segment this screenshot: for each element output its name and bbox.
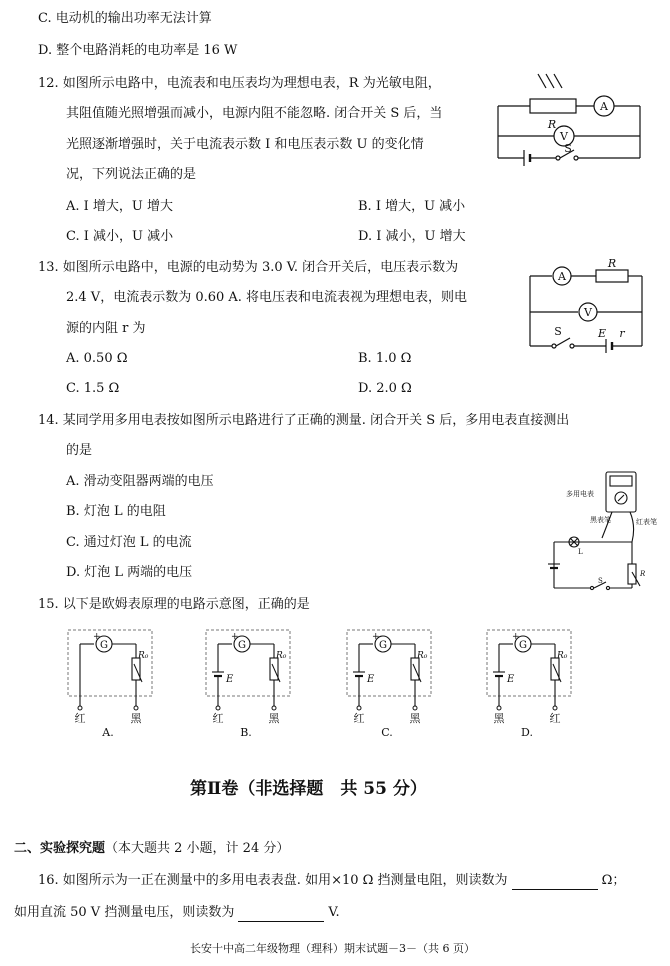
q13-option-d: D. 2.0 Ω (358, 381, 412, 396)
q12-switch-label: S (564, 142, 572, 155)
q15-galvanometer-label: G (238, 640, 246, 651)
q14-switch-label: S (598, 577, 603, 585)
q15-galvanometer-label: G (379, 640, 387, 651)
q13-internal-resistance-label: r (619, 327, 625, 340)
q15-rheostat-label: R₀ (138, 651, 149, 661)
q16-unit-1: Ω； (601, 873, 626, 888)
q15-right-terminal-label: 黑 (268, 712, 280, 725)
q14-lamp-label: L (578, 548, 583, 556)
q13-stem-line-2: 2.4 V，电流表示数为 0.60 A. 将电压表和电流表视为理想电表，则电 (66, 290, 468, 305)
q14-stem-line-2: 的是 (66, 443, 93, 458)
q15-left-terminal-label: 红 (74, 712, 86, 725)
q15-left-terminal-label: 红 (353, 712, 365, 725)
section-2-title: 第Ⅱ卷（非选择题 共 55 分） (190, 779, 427, 799)
q14-stem-line-1: 14. 某同学用多用电表按如图所示电路进行了正确的测量. 闭合开关 S 后，多用电表直接测出 (38, 413, 570, 428)
q13-option-a: A. 0.50 Ω (66, 351, 128, 366)
q15-rheostat-label: R₀ (417, 651, 428, 661)
q15-stem: 15. 以下是欧姆表原理的电路示意图，正确的是 (38, 597, 310, 612)
q11-option-d: D. 整个电路消耗的电功率是 16 W (38, 43, 238, 58)
q15-plus-sign: + (93, 632, 101, 642)
q14-multimeter-label: 多用电表 (566, 490, 594, 498)
q13-stem-line-3: 源的内阻 r 为 (66, 321, 146, 336)
q12-voltmeter-label: V (560, 130, 568, 143)
q15-plus-sign: + (231, 632, 239, 642)
q14-option-d: D. 灯泡 L 两端的电压 (66, 565, 193, 580)
q14-black-probe-label: 黑表笔 (590, 516, 611, 524)
q15-rheostat-label: R₀ (276, 651, 287, 661)
q15-plus-sign: + (372, 632, 380, 642)
q13-resistor-label: R (607, 258, 617, 270)
q14-multimeter-circuit (540, 468, 660, 596)
q12-option-b: B. I 增大，U 减小 (358, 199, 466, 214)
part-2-heading-row (14, 840, 289, 858)
q16-text-1: 16. 如图所示为一正在测量中的多用电表表盘. 如用×10 Ω 挡测量电阻，则读数为 (38, 873, 508, 888)
page-footer: 长安十中高二年级物理（理科）期末试题－3－（共 6 页） (190, 942, 475, 955)
q15-option-label: A. (102, 726, 114, 739)
q12-option-c: C. I 减小，U 减小 (66, 229, 174, 244)
q13-stem-line-1: 13. 如图所示电路中，电源的电动势为 3.0 V. 闭合开关后，电压表示数为 (38, 260, 459, 275)
q14-rheostat-label: R (640, 570, 646, 578)
q15-option-d (485, 628, 575, 744)
q15-left-terminal-label: 黑 (493, 712, 505, 725)
q15-option-label: C. (381, 726, 393, 739)
q14-option-a: A. 滑动变阻器两端的电压 (66, 474, 214, 489)
q12-stem-line-1: 12. 如图所示电路中，电流表和电压表均为理想电表，R 为光敏电阻， (38, 76, 441, 91)
q12-option-a: A. I 增大，U 增大 (66, 199, 174, 214)
q16-line-2 (14, 904, 340, 922)
q16-line-1 (38, 872, 625, 890)
q12-ammeter-label: A (600, 100, 608, 113)
q16-answer-blank-ohm[interactable] (512, 875, 598, 890)
q15-option-label: B. (240, 726, 252, 739)
q12-stem-line-4: 况，下列说法正确的是 (66, 167, 197, 182)
q16-text-2: 如用直流 50 V 挡测量电压，则读数为 (14, 905, 235, 920)
q13-emf-label: E (597, 327, 607, 340)
q15-right-terminal-label: 黑 (130, 712, 142, 725)
q13-option-c: C. 1.5 Ω (66, 381, 120, 396)
q12-resistor-label: R (547, 118, 557, 131)
q12-stem-line-3: 光照逐渐增强时，关于电流表示数 I 和电压表示数 U 的变化情 (66, 137, 424, 152)
q16-answer-blank-volt[interactable] (238, 907, 324, 922)
q15-option-label: D. (521, 726, 533, 739)
q15-right-terminal-label: 红 (549, 712, 561, 725)
q13-voltmeter-label: V (584, 306, 592, 319)
q15-galvanometer-label: G (519, 640, 527, 651)
q15-rheostat-label: R₀ (557, 651, 568, 661)
q12-option-d: D. I 减小，U 增大 (358, 229, 466, 244)
q15-emf-label: E (507, 674, 515, 685)
q15-galvanometer-label: G (100, 640, 108, 651)
q15-option-b (204, 628, 294, 744)
q15-left-terminal-label: 红 (212, 712, 224, 725)
q15-emf-label: E (226, 674, 234, 685)
q14-option-c: C. 通过灯泡 L 的电流 (66, 535, 192, 550)
q13-switch-label: S (554, 325, 562, 338)
q15-emf-label: E (367, 674, 375, 685)
q15-right-terminal-label: 黑 (409, 712, 421, 725)
q13-ammeter-label: A (558, 270, 566, 283)
part-2-heading: 二、实验探究题 (14, 841, 106, 856)
q14-option-b: B. 灯泡 L 的电阻 (66, 504, 166, 519)
q12-stem-line-2: 其阻值随光照增强而减小，电源内阻不能忽略. 闭合开关 S 后，当 (66, 106, 443, 121)
q11-option-c: C. 电动机的输出功率无法计算 (38, 11, 212, 26)
q13-circuit-diagram (526, 258, 646, 354)
q15-option-c (345, 628, 435, 744)
part-2-heading-note: （本大题共 2 小题，计 24 分） (105, 841, 290, 856)
q13-option-b: B. 1.0 Ω (358, 351, 412, 366)
q12-circuit-diagram (494, 66, 644, 178)
q16-unit-2: V. (328, 905, 340, 920)
q15-option-a (66, 628, 156, 744)
q15-plus-sign: + (512, 632, 520, 642)
q14-red-probe-label: 红表笔 (636, 518, 657, 526)
